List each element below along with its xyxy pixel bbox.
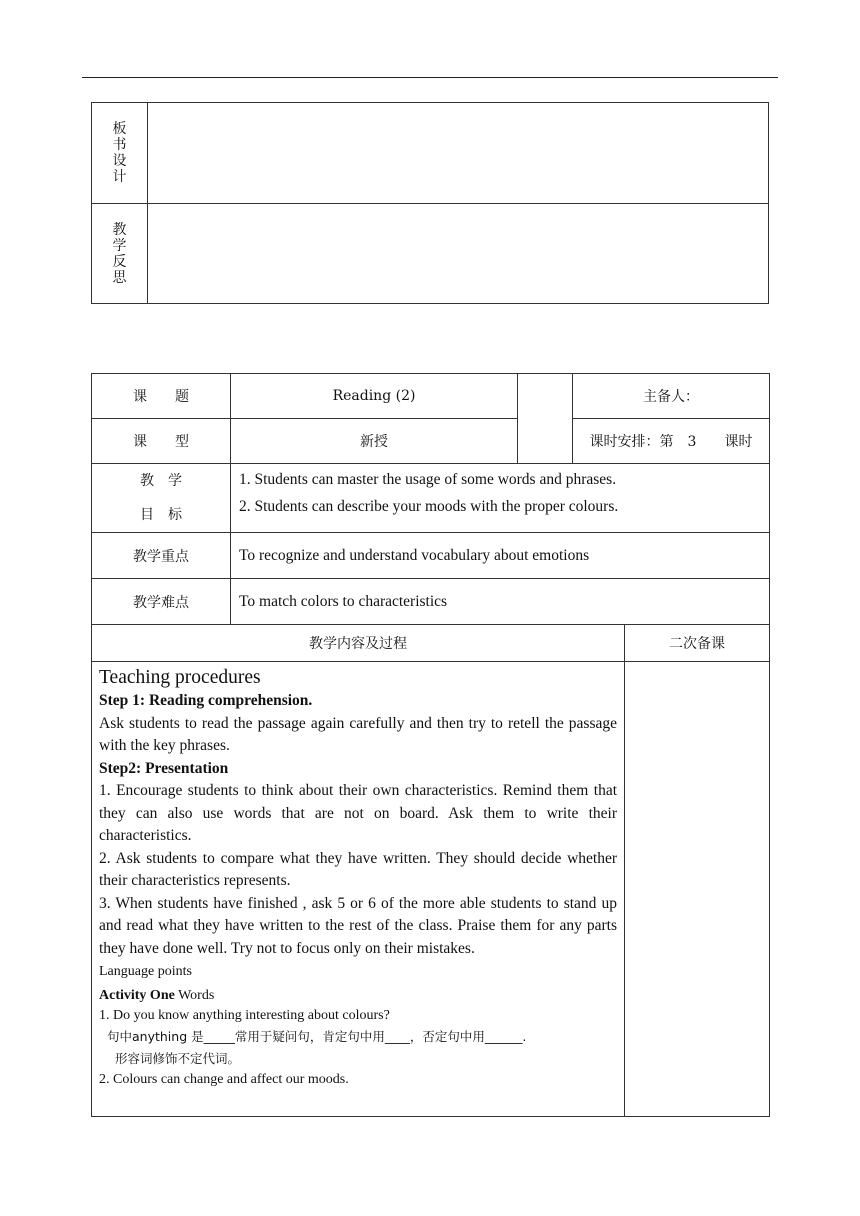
type-value: 新授 — [231, 419, 518, 464]
second-prep-header: 二次备课 — [625, 625, 770, 662]
board-design-cell[interactable] — [148, 103, 769, 204]
procedures-cell — [92, 662, 625, 1117]
goals-text — [231, 464, 770, 533]
activity-one — [99, 986, 617, 1006]
board-design-label: 板书设计 — [92, 103, 148, 204]
teaching-reflection-cell[interactable] — [148, 204, 769, 304]
second-prep-cell[interactable] — [625, 662, 770, 1117]
content-header: 教学内容及过程 — [92, 625, 625, 662]
question-1-note: 句中anything 是_____常用于疑问句，肯定句中用____，否定句中用______. — [107, 1029, 527, 1044]
step1-text: Ask students to read the passage again carefully and then try to retell the passage with the key phrases. — [99, 714, 617, 754]
type-label: 课 型 — [92, 419, 231, 464]
goals-label — [92, 464, 231, 533]
activity-one-bold: Activity One — [99, 988, 175, 1003]
goal-item: 2. Students can describe your moods with the proper colours. — [239, 498, 619, 515]
step2-item-2: 2. Ask students to compare what they have written. They should decide whether their characteristics represents. — [99, 849, 617, 889]
schedule-text: 课时安排：第 3 课时 — [573, 419, 770, 464]
lesson-plan-table — [91, 373, 770, 1117]
question-1: 1. Do you know anything interesting about colours? — [99, 1008, 390, 1023]
activity-one-rest: Words — [174, 988, 215, 1003]
blank-cell — [518, 374, 573, 464]
difficulty-label: 教学难点 — [92, 579, 231, 625]
goals-label-line1: 教 学 — [140, 473, 182, 489]
step1-title: Step 1: Reading comprehension. — [99, 692, 313, 709]
goal-item: 1. Students can master the usage of some words and phrases. — [239, 471, 617, 488]
header-rule — [82, 77, 778, 78]
preparer-label: 主备人： — [573, 374, 770, 419]
difficulty-value: To match colors to characteristics — [231, 579, 770, 625]
procedures-title: Teaching procedures — [99, 667, 261, 688]
goals-label-line2: 目 标 — [140, 507, 182, 523]
step2-title: Step2: Presentation — [99, 759, 229, 777]
board-reflection-table — [91, 102, 769, 304]
question-2: 2. Colours can change and affect our moods. — [99, 1072, 349, 1087]
topic-label: 课 题 — [92, 374, 231, 419]
topic-value: Reading (2) — [231, 374, 518, 419]
step2-item-1: 1. Encourage students to think about their own characteristics. Remind them that they can also use words that are not on board. Ask them to write their characteristics. — [99, 782, 617, 844]
teaching-reflection-label: 教学反思 — [92, 204, 148, 304]
key-points-value: To recognize and understand vocabulary about emotions — [231, 533, 770, 579]
key-points-label: 教学重点 — [92, 533, 231, 579]
step2-item-3: 3. When students have finished , ask 5 or 6 of the more able students to stand up and read what they have written to the rest of the class. Praise them for any parts they have done well. Try not to focus only on their mistakes. — [99, 894, 617, 957]
language-points: Language points — [99, 964, 192, 979]
question-1-note2: 形容词修饰不定代词。 — [115, 1051, 241, 1066]
